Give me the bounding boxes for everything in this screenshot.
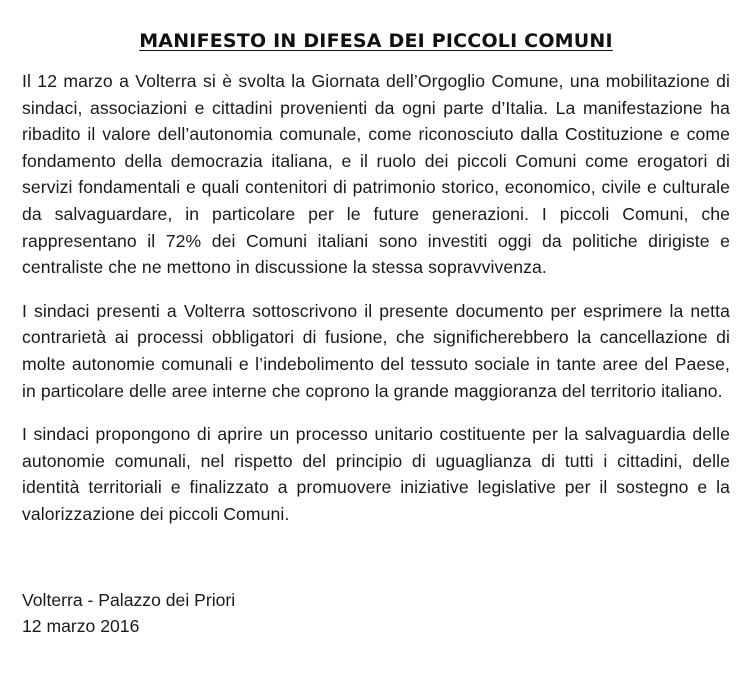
paragraph-giornata-orgoglio: Il 12 marzo a Volterra si è svolta la Giornata dell’Orgoglio Comune, una mobilitazione di sindaci, associazioni e cittadini provenienti da ogni parte d’Italia. La manifestazione ha ribadito il valore dell’autonomia comunale, come riconosciuto dalla Costituzione e come fondamento della democrazia italiana, e il ruolo dei piccoli Comuni come erogatori di servizi fondamentali e quali contenitori di patrimonio storico, economico, civile e culturale da salvaguardare, in particolare per le future generazioni. I piccoli Comuni, che rappresentano il 72% dei Comuni italiani sono investiti oggi da politiche dirigiste e centraliste che ne mettono in discussione la stessa sopravvivenza. <box>22 71 730 278</box>
document-title: MANIFESTO IN DIFESA DEI PICCOLI COMUNI <box>139 30 613 52</box>
paragraph-contrarieta-fusione: I sindaci presenti a Volterra sottoscrivono il presente documento per esprimere la netta contrarietà ai processi obbligatori di fusione, che significherebbero la cancellazione di molte autonomie comunali e l’indebolimento del tessuto sociale in tante aree del Paese, in particolare delle aree interne che coprono la grande maggioranza del territorio italiano. <box>22 300 730 401</box>
signature-place: Volterra - Palazzo dei Priori <box>22 590 236 610</box>
signature-date: 12 marzo 2016 <box>22 616 140 636</box>
signature-block <box>22 587 235 639</box>
document-page <box>22 30 730 545</box>
paragraph-processo-costituente: I sindaci propongono di aprire un processo unitario costituente per la salvaguardia delle autonomie comunali, nel rispetto del principio di uguaglianza di tutti i cittadini, delle identità territoriali e finalizzato a promuovere iniziative legislative per il sostegno e la valorizzazione dei piccoli Comuni. <box>22 424 730 524</box>
